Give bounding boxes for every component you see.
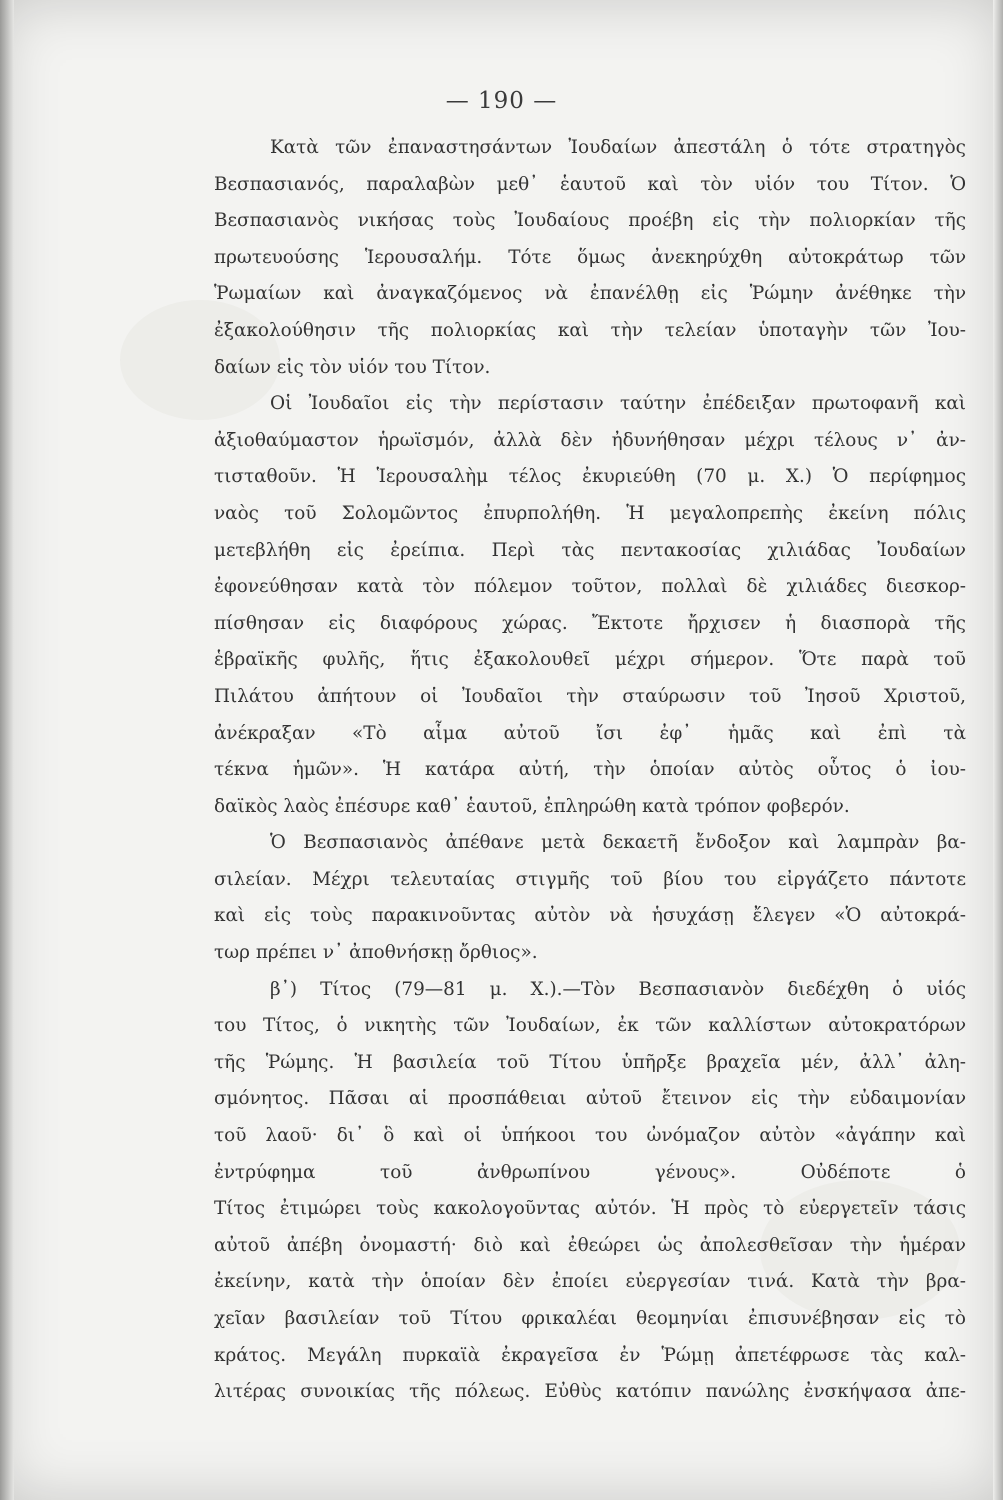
text-line: Κατὰ τῶν ἐπαναστησάντων Ἰουδαίων ἀπεστάλη ὁ τότε στρατηγὸς [270,137,966,158]
text-line: ναὸς τοῦ Σολομῶντος ἐπυρπολήθη. Ἡ μεγαλοπρεπὴς ἐκείνη πόλις [214,502,966,524]
text-line: σμόνητος. Πᾶσαι αἱ προσπάθειαι αὐτοῦ ἔτεινον εἰς τὴν εὐδαιμονίαν [214,1088,966,1110]
page-edge-right [993,0,1003,1500]
text-line: τῆς Ῥώμης. Ἡ βασιλεία τοῦ Τίτου ὑπῆρξε βραχεῖα μέν, ἀλλ᾽ ἀλη- [214,1051,966,1073]
text-line: Ὁ Βεσπασιανὸς ἀπέθανε μετὰ δεκαετῆ ἔνδοξον καὶ λαμπρὰν βα- [270,832,966,854]
text-line: β᾽) Τίτος (79—81 μ. Χ.).—Τὸν Βεσπασιανὸν διεδέχθη ὁ υἱός [270,978,966,1000]
text-line: χεῖαν βασιλείαν τοῦ Τίτου φρικαλέαι θεομηνίαι ἐπισυνέβησαν εἰς τὸ [214,1308,966,1329]
text-line: λιτέρας συνοικίας τῆς πόλεως. Εὐθὺς κατόπιν πανώλης ἐνσκήψασα ἀπε- [214,1381,966,1403]
text-line: πίσθησαν εἰς διαφόρους χώρας. Ἔκτοτε ἤρχισεν ἡ διασπορὰ τῆς [214,612,966,634]
text-line: ἀνέκραξαν «Τὸ αἷμα αὐτοῦ ἴσι ἐφ᾽ ἡμᾶς καὶ ἐπὶ τὰ [214,722,966,744]
text-line: τωρ πρέπει ν᾽ ἀποθνήσκῃ ὄρθιος». [214,942,538,964]
page-edge-left [0,0,14,1500]
text-line: δαϊκὸς λαὸς ἐπέσυρε καθ᾽ ἑαυτοῦ, ἐπληρώθη κατὰ τρόπον φοβερόν. [214,795,850,817]
text-line: ἐκείνην, κατὰ τὴν ὁποίαν δὲν ἐποίει εὐεργεσίαν τινά. Κατὰ τὴν βρα- [214,1271,966,1293]
text-line: Βεσπασιανός, παραλαβὼν μεθ᾽ ἑαυτοῦ καὶ τὸν υἱόν του Τίτον. Ὁ [214,173,966,195]
text-line: ἑβραϊκῆς φυλῆς, ἥτις ἐξακολουθεῖ μέχρι σήμερον. Ὅτε παρὰ τοῦ [214,649,966,671]
text-line: τέκνα ἡμῶν». Ἡ κατάρα αὐτή, τὴν ὁποίαν αὐτὸς οὗτος ὁ ἰου- [214,759,966,781]
text-line: Τίτος ἐτιμώρει τοὺς κακολογοῦντας αὐτόν. Ἡ πρὸς τὸ εὐεργετεῖν τάσις [214,1198,966,1220]
text-line: Οἱ Ἰουδαῖοι εἰς τὴν περίστασιν ταύτην ἐπέδειξαν πρωτοφανῆ καὶ [270,393,966,415]
page-number: — 190 — [445,88,558,114]
text-line: ἐξακολούθησιν τῆς πολιορκίας καὶ τὴν τελείαν ὑποταγὴν τῶν Ἰου- [214,319,966,341]
text-line: αὐτοῦ ἀπέβη ὀνομαστή· διὸ καὶ ἐθεώρει ὡς ἀπολεσθεῖσαν τὴν ἡμέραν [214,1234,966,1256]
text-line: τισταθοῦν. Ἡ Ἱερουσαλὴμ τέλος ἐκυριεύθη (70 μ. Χ.) Ὁ περίφημος [214,466,966,488]
text-line: καὶ εἰς τοὺς παρακινοῦντας αὐτὸν νὰ ἡσυχάσῃ ἔλεγεν «Ὁ αὐτοκρά- [214,905,966,927]
text-line: μετεβλήθη εἰς ἐρείπια. Περὶ τὰς πεντακοσίας χιλιάδας Ἰουδαίων [214,539,966,561]
text-line: Ῥωμαίων καὶ ἀναγκαζόμενος νὰ ἐπανέλθῃ εἰς Ῥώμην ἀνέθηκε τὴν [214,283,966,305]
text-line: ἐντρύφημα τοῦ ἀνθρωπίνου γένους». Οὐδέποτε ὁ [214,1161,966,1183]
text-line: του Τίτος, ὁ νικητὴς τῶν Ἰουδαίων, ἐκ τῶν καλλίστων αὐτοκρατόρων [214,1015,966,1037]
body-text [214,130,966,1411]
text-line: ἐφονεύθησαν κατὰ τὸν πόλεμον τοῦτον, πολλαὶ δὲ χιλιάδες διεσκορ- [214,576,966,598]
text-line: πρωτευούσης Ἱερουσαλήμ. Τότε ὅμως ἀνεκηρύχθη αὐτοκράτωρ τῶν [214,246,966,268]
text-line: κράτος. Μεγάλη πυρκαϊὰ ἐκραγεῖσα ἐν Ῥώμῃ ἀπετέφρωσε τὰς καλ- [214,1344,966,1366]
text-line: Πιλάτου ἀπήτουν οἱ Ἰουδαῖοι τὴν σταύρωσιν τοῦ Ἰησοῦ Χριστοῦ, [214,685,966,707]
text-line: τοῦ λαοῦ· δι᾽ ὃ καὶ οἱ ὑπήκοοι του ὠνόμαζον αὐτὸν «ἀγάπην καὶ [214,1125,966,1147]
text-line: δαίων εἰς τὸν υἱόν του Τίτον. [214,356,491,378]
text-line: σιλείαν. Μέχρι τελευταίας στιγμῆς τοῦ βίου του εἰργάζετο πάντοτε [214,868,966,890]
text-line: ἀξιοθαύμαστον ἡρωϊσμόν, ἀλλὰ δὲν ἠδυνήθησαν μέχρι τέλους ν᾽ ἀν- [214,429,966,451]
text-line: Βεσπασιανὸς νικήσας τοὺς Ἰουδαίους προέβη εἰς τὴν πολιορκίαν τῆς [214,210,966,232]
